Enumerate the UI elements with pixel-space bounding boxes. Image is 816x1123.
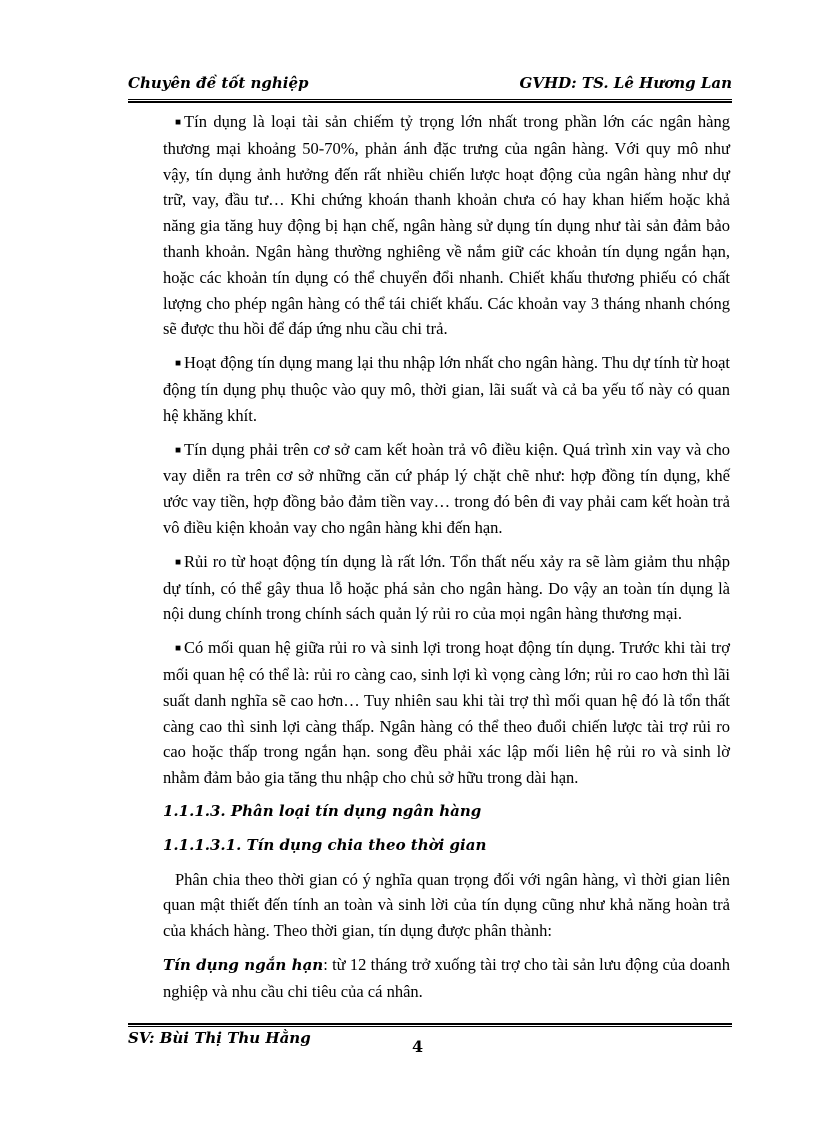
paragraph: ■ Tín dụng phải trên cơ sở cam kết hoàn trả vô điều kiện. Quá trình xin vay và cho vay diễn ra trên cơ sở những căn cứ pháp lý chặt chẽ như: hợp đồng tín dụng, khế ước vay tiền, hợp đồng bảo đảm tiền vay… trong đó bên đi vay phải cam kết hoàn trả vô điều kiện khoản vay cho ngân hàng khi đến hạn.: [163, 439, 730, 537]
section-heading: 1.1.1.3. Phân loại tín dụng ngân hàng: [163, 801, 482, 820]
term-definition: : từ 12 tháng trở xuống tài trợ cho tài sản lưu động của doanh nghiệp và nhu cầu chi tiêu của cá nhân.: [163, 954, 730, 1001]
square-bullet-icon: ■: [175, 117, 182, 128]
header-advisor: GVHD: TS. Lê Hương Lan: [519, 74, 732, 92]
square-bullet-icon: ■: [175, 556, 182, 568]
paragraph: ■ Có mối quan hệ giữa rủi ro và sinh lợi trong hoạt động tín dụng. Trước khi tài trợ mối quan hệ có thể là: rủi ro càng cao, sinh lợi kì vọng càng lớn; rủi ro cao hơn thì lãi suất danh nghĩa sẽ cao hơn… Tuy nhiên sau khi tài trợ thì mối quan hệ đó là tổn thất càng cao thì sinh lợi càng thấp. Ngân hàng có thể theo đuổi chiến lược tài trợ rủi ro cao hoặc thấp trong ngắn hạn. song đều phải xác lập mối liên hệ rủi ro và sinh lờ nhằm đảm bảo gia tăng thu nhập cho chủ sở hữu trong dài hạn.: [163, 638, 730, 788]
paragraph: ■ Tín dụng là loại tài sản chiếm tỷ trọng lớn nhất trong phần lớn các ngân hàng thương mại khoảng 50-70%, phản ánh đặc trưng của ngân hàng. Với quy mô như vậy, tín dụng ảnh hưởng đến rất nhiều chiến lược hoạt động của ngân hàng như dự trữ, vay, đầu tư… Khi chứng khoán thanh khoản chưa có hay khan hiếm hoặc khả năng gia tăng huy động bị hạn chế, ngân hàng sử dụng tín dụng như tài sản đảm bảo thanh khoản. Ngân hàng thường nghiêng về nắm giữ các khoản tín dụng ngắn hạn, hoặc các khoản tín dụng có thể chuyển đổi nhanh. Chiết khấu thương phiếu có chất lượng cho phép ngân hàng có thể tái chiết khấu. Các khoản vay 3 tháng nhanh chóng sẽ được thu hồi để đáp ứng nhu cầu chi trả.: [163, 112, 730, 339]
page-header: [128, 74, 732, 98]
square-bullet-icon: ■: [175, 643, 182, 655]
header-rule: [128, 99, 732, 103]
term-label: Tín dụng ngắn hạn: [163, 955, 324, 974]
subsection-heading: 1.1.1.3.1. Tín dụng chia theo thời gian: [163, 835, 487, 854]
header-title: Chuyên đề tốt nghiệp: [128, 74, 309, 92]
paragraph: ■ Hoạt động tín dụng mang lại thu nhập lớn nhất cho ngân hàng. Thu dự tính từ hoạt động tín dụng phụ thuộc vào quy mô, thời gian, lãi suất và cả ba yếu tố này có quan hệ khăng khít.: [163, 353, 730, 425]
term-paragraph: [163, 952, 730, 1005]
intro-paragraph: Phân chia theo thời gian có ý nghĩa quan trọng đối với ngân hàng, vì thời gian liên quan mật thiết đến tính an toàn và sinh lời của tín dụng cũng như khả năng hoàn trả của khách hàng. Theo thời gian, tín dụng được phân thành:: [163, 869, 730, 941]
page-number: 4: [412, 1037, 424, 1056]
square-bullet-icon: ■: [175, 444, 182, 456]
footer-student: SV: Bùi Thị Thu Hằng: [128, 1029, 311, 1047]
square-bullet-icon: ■: [175, 358, 182, 370]
paragraph: ■ Rủi ro từ hoạt động tín dụng là rất lớn. Tổn thất nếu xảy ra sẽ làm giảm thu nhập dự tính, có thể gây thua lỗ hoặc phá sản cho ngân hàng. Do vậy an toàn tín dụng là nội dung chính trong chính sách quản lý rủi ro của mọi ngân hàng thương mại.: [163, 551, 730, 624]
footer-rule: [128, 1023, 732, 1027]
document-body: [163, 109, 730, 1013]
